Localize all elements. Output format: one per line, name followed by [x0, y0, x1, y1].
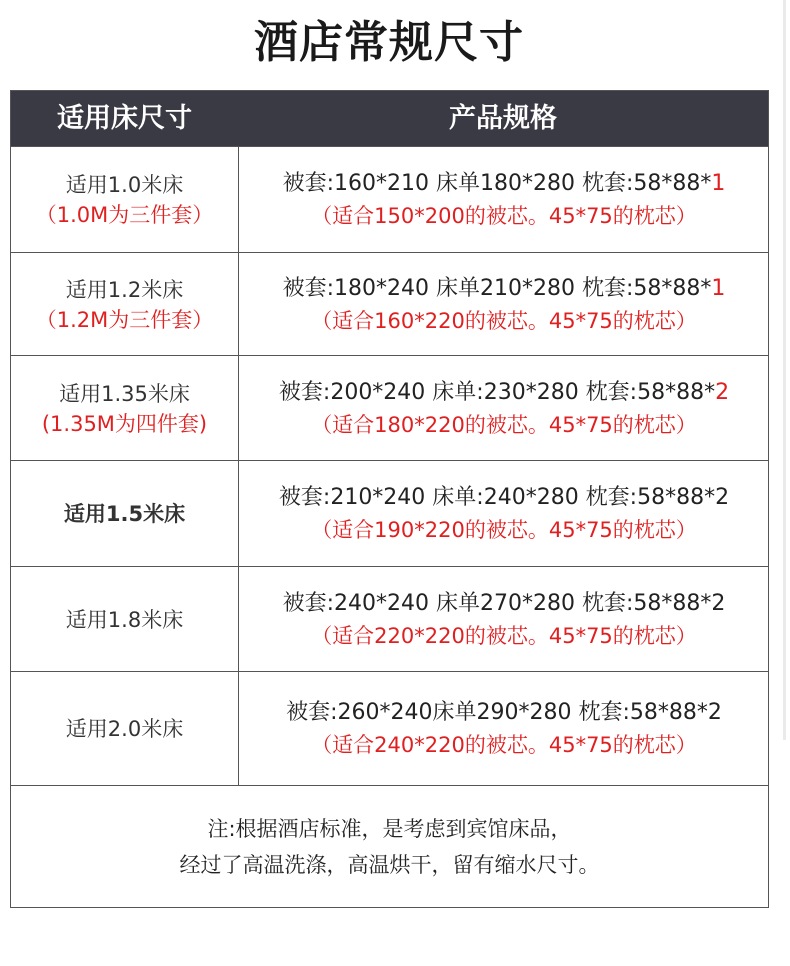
spec-text: 被套:210*240 床单:240*280 枕套:58*88*2 [278, 485, 730, 510]
table-header [11, 91, 768, 146]
fit-note: （适合160*220的被芯。45*75的枕芯） [311, 308, 697, 333]
size-table [10, 90, 769, 908]
page-title: 酒店常规尺寸 [254, 17, 524, 68]
spec-text: 被套:180*240 床单210*280 枕套:58*88*1 [282, 275, 726, 301]
fit-note: （适合220*220的被芯。45*75的枕芯） [311, 623, 697, 648]
fit-note: （适合240*220的被芯。45*75的枕芯） [311, 733, 697, 757]
fit-note: （适合190*220的被芯。45*75的枕芯） [311, 518, 697, 542]
spec-cell [238, 672, 769, 786]
spec-cell [238, 567, 769, 672]
bed-size-label: 适用1.8米床 [65, 607, 184, 632]
bed-size-cell [11, 356, 238, 461]
bed-size-label: 适用1.0米床 [65, 173, 184, 197]
note-line-1: 注:根据酒店标准，是考虑到宾馆床品， [207, 817, 572, 841]
bed-size-label: 适用2.0米床 [65, 717, 184, 741]
fit-note: （适合180*220的被芯。45*75的枕芯） [311, 412, 697, 437]
set-type-label: （1.2M为三件套） [35, 307, 214, 332]
table-note [11, 785, 768, 908]
pillowcase-count: 1 [711, 275, 726, 301]
table-row [11, 460, 768, 567]
table-row [11, 146, 768, 253]
spec-cell [238, 147, 769, 253]
bed-size-cell [11, 567, 238, 672]
spec-cell [238, 356, 769, 461]
header-bed-size: 适用床尺寸 [57, 103, 192, 134]
set-type-label: （1.0M为三件套） [35, 203, 214, 227]
note-line-2: 经过了高温洗涤，高温烘干，留有缩水尺寸。 [179, 853, 600, 877]
bed-size-cell [11, 461, 238, 567]
table-row [11, 252, 768, 356]
spec-cell [238, 461, 769, 567]
bed-size-cell [11, 253, 238, 356]
spec-text: 被套:200*240 床单:230*280 枕套:58*88*2 [278, 379, 730, 405]
fit-note: （适合150*200的被芯。45*75的枕芯） [311, 204, 697, 228]
set-type-label: (1.35M为四件套) [41, 411, 208, 436]
edge-divider [783, 0, 786, 740]
spec-text: 被套:260*240床单290*280 枕套:58*88*2 [286, 700, 722, 725]
spec-text: 被套:240*240 床单270*280 枕套:58*88*2 [282, 590, 726, 616]
header-spec: 产品规格 [449, 103, 557, 134]
bed-size-cell [11, 672, 238, 786]
bed-size-label: 适用1.35米床 [59, 381, 190, 406]
table-row [11, 355, 768, 461]
spec-text: 被套:160*210 床单180*280 枕套:58*88*1 [282, 171, 726, 196]
bed-size-label: 适用1.2米床 [65, 277, 184, 302]
table-row [11, 566, 768, 672]
bed-size-cell [11, 147, 238, 253]
spec-cell [238, 253, 769, 356]
bed-size-label: 适用1.5米床 [63, 502, 186, 526]
pillowcase-count: 2 [715, 379, 730, 405]
table-row [11, 671, 768, 786]
pillowcase-count: 1 [711, 171, 726, 196]
